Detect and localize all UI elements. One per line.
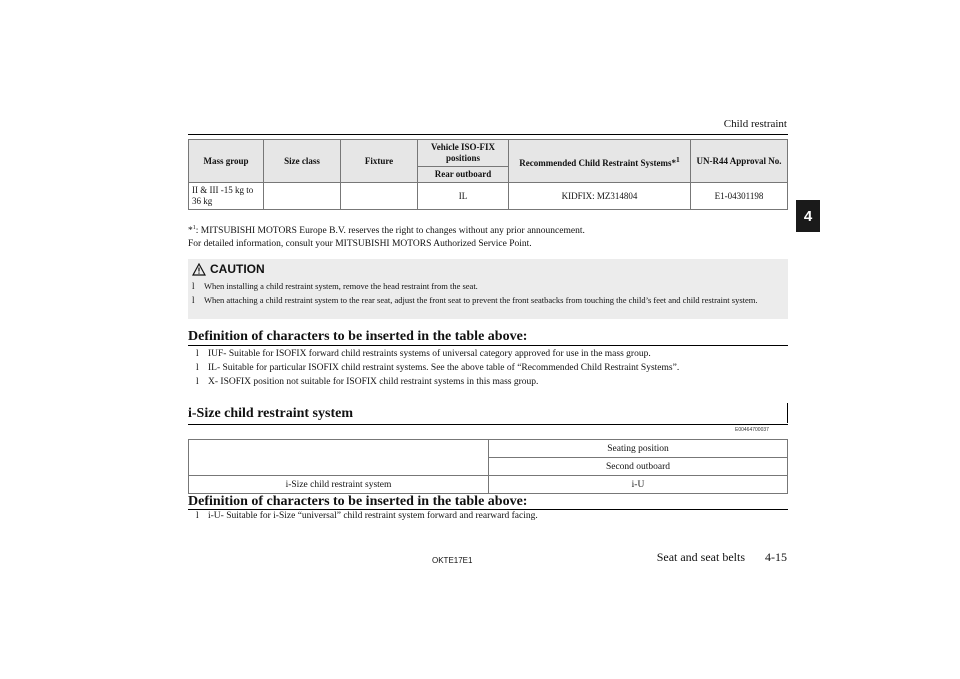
caution-heading — [192, 262, 265, 276]
caution-item-text: When installing a child restraint system, remove the head restraint from the seat. — [204, 281, 478, 291]
cell-approval: E1-04301198 — [691, 183, 788, 210]
caution-item-text: When attaching a child restraint system to the rear seat, adjust the front seat to prevent the front seatbacks from touching the child’s feet and child restraint system. — [204, 295, 758, 305]
definition-item-text: IUF- Suitable for ISOFIX forward child restraints systems of universal category approved for use in the mass group. — [208, 349, 651, 359]
definition-item-text: X- ISOFIX position not suitable for ISOFIX child restraint systems in this mass group. — [208, 377, 539, 387]
definition-item — [196, 376, 538, 388]
section-code: E00464700037 — [735, 427, 769, 433]
section-marker-rule — [787, 403, 788, 423]
caution-item — [192, 281, 782, 291]
footnote-text: : MITSUBISHI MOTORS Europe B.V. reserves the right to changes without any prior announcement. — [195, 226, 585, 237]
isize-table — [188, 439, 788, 494]
definition-item — [196, 348, 651, 360]
running-header-title: Child restraint — [723, 118, 787, 130]
page-number: 4-15 — [765, 550, 787, 564]
definition-item-text: IL- Suitable for particular ISOFIX child restraint systems. See the above table of “Recommended Child Restraint Systems”. — [208, 363, 680, 373]
table-row — [189, 183, 788, 210]
caution-item — [192, 295, 782, 305]
cell-second-outboard: Second outboard — [489, 458, 788, 476]
isize-heading: i-Size child restraint system — [188, 406, 353, 421]
cell-size-class — [264, 183, 341, 210]
page-footer — [657, 550, 787, 565]
cell-rear-outboard: IL — [418, 183, 509, 210]
col-size-class: Size class — [264, 140, 341, 183]
isofix-table — [188, 139, 788, 210]
col-fixture: Fixture — [341, 140, 418, 183]
caution-title: CAUTION — [210, 262, 265, 276]
col-mass-group: Mass group — [189, 140, 264, 183]
isize-rule — [188, 424, 788, 425]
cell-isize-label: i-Size child restraint system — [189, 476, 489, 494]
cell-isize-value: i-U — [489, 476, 788, 494]
footer-section: Seat and seat belts — [656, 550, 745, 564]
definition-rule — [188, 345, 788, 346]
col-vehicle-isofix: Vehicle ISO-FIX positions — [418, 140, 509, 167]
col-rear-outboard: Rear outboard — [418, 167, 509, 183]
definition-item — [196, 510, 538, 522]
bullet-mark: l — [196, 363, 199, 373]
bullet-mark: l — [196, 377, 199, 387]
table-row — [189, 476, 788, 494]
chapter-tab: 4 — [796, 200, 820, 232]
cell-recommended: KIDFIX: MZ314804 — [509, 183, 691, 210]
definition-heading: Definition of characters to be inserted in the table above: — [188, 494, 528, 509]
cell-empty — [189, 440, 489, 476]
warning-triangle-icon — [192, 263, 206, 276]
col-recommended-label: Recommended Child Restraint Systems* — [519, 157, 676, 168]
footnote-line-2: For detailed information, consult your MITSUBISHI MOTORS Authorized Service Point. — [188, 239, 532, 250]
bullet-mark: l — [192, 281, 195, 291]
cell-fixture — [341, 183, 418, 210]
footnote-sup: 1 — [192, 225, 196, 231]
footnote — [188, 222, 585, 251]
definition-item-text: i-U- Suitable for i-Size “universal” child restraint system forward and rearward facing. — [208, 511, 538, 521]
bullet-mark: l — [192, 295, 195, 305]
header-rule — [188, 134, 788, 135]
footnote-marker: * — [188, 226, 193, 237]
cell-mass-group: II & III -15 kg to 36 kg — [189, 183, 264, 210]
table-header-row — [189, 140, 788, 167]
col-recommended-sup: 1 — [676, 154, 680, 164]
bullet-mark: l — [196, 349, 199, 359]
col-approval: UN-R44 Approval No. — [691, 140, 788, 183]
table-row — [189, 440, 788, 458]
definition-heading: Definition of characters to be inserted in the table above: — [188, 329, 528, 344]
col-recommended — [509, 140, 691, 183]
footnote-line-1 — [188, 222, 585, 238]
bullet-mark: l — [196, 511, 199, 521]
cell-seating-position: Seating position — [489, 440, 788, 458]
document-code: OKTE17E1 — [432, 556, 473, 565]
definition-item — [196, 362, 679, 374]
